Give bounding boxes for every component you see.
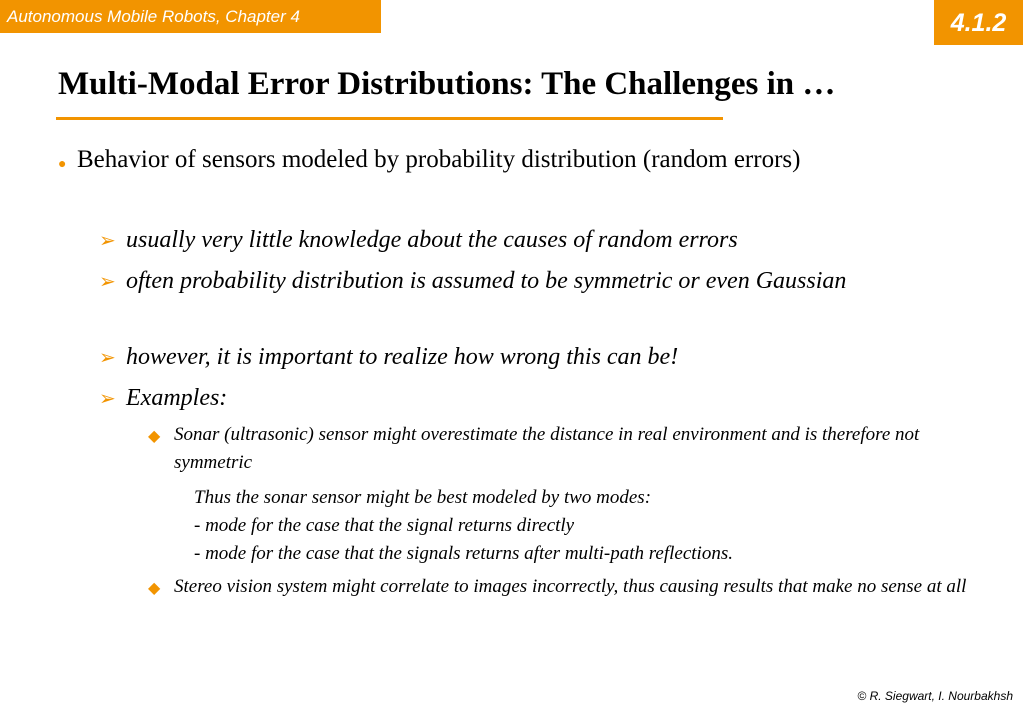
sub-bullet-text: often probability distribution is assumed to be symmetric or even Gaussian	[126, 268, 847, 294]
sonar-note-line: - mode for the case that the signals returns after multi-path reflections.	[194, 543, 733, 564]
arrow-bullet-icon: ➢	[99, 386, 116, 410]
sub-bullet-text: Examples:	[126, 385, 228, 411]
main-bullet-text: Behavior of sensors modeled by probability distribution (random errors)	[77, 146, 801, 173]
sonar-note-line: Thus the sonar sensor might be best modeled by two modes:	[194, 487, 652, 508]
sub-bullet-text: however, it is important to realize how wrong this can be!	[126, 344, 679, 370]
arrow-bullet-icon: ➢	[99, 228, 116, 252]
slide-title: Multi-Modal Error Distributions: The Challenges in …	[58, 66, 836, 102]
copyright-footer: © R. Siegwart, I. Nourbakhsh	[857, 689, 1013, 703]
example-bullet-text: Sonar (ultrasonic) sensor might overestimate the distance in real environment and is therefore not symmetric	[174, 424, 920, 473]
diamond-bullet-icon: ◆	[148, 578, 161, 597]
course-label: Autonomous Mobile Robots, Chapter 4	[0, 0, 381, 33]
example-bullet-text: Stereo vision system might correlate to images incorrectly, thus causing results that make no sense at all	[174, 576, 967, 597]
section-number-badge: 4.1.2	[934, 0, 1023, 45]
title-underline	[56, 117, 723, 120]
round-bullet-icon: ●	[58, 157, 67, 172]
arrow-bullet-icon: ➢	[99, 269, 116, 293]
diamond-bullet-icon: ◆	[148, 426, 161, 445]
sub-bullet-text: usually very little knowledge about the causes of random errors	[126, 227, 738, 253]
sonar-note-line: - mode for the case that the signal returns directly	[194, 515, 575, 536]
arrow-bullet-icon: ➢	[99, 345, 116, 369]
